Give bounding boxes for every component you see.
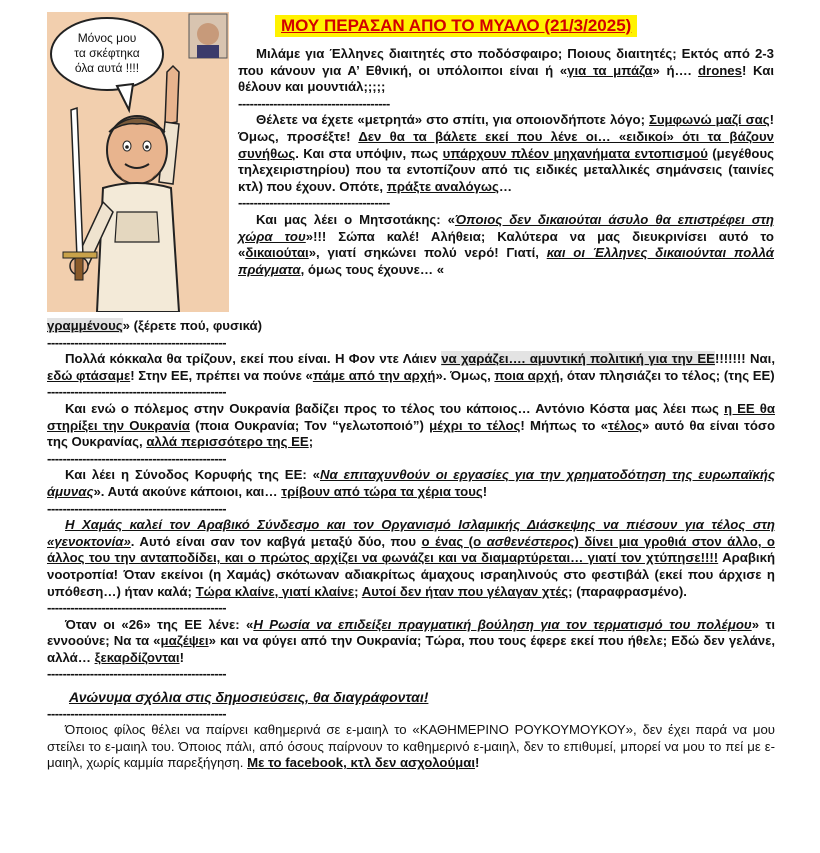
text-underlined: Αυτοί δεν ήταν που γέλαγαν χτές bbox=[361, 583, 569, 599]
paragraph-hamas bbox=[47, 517, 775, 600]
text: ! bbox=[482, 483, 488, 499]
text-underlined: Όποιος δεν δικαιούται άσυλο θα επιστρέφει στη χώρα του bbox=[238, 211, 774, 244]
text-underlined: ξεκαρδίζονται bbox=[94, 649, 180, 665]
right-column bbox=[238, 46, 774, 278]
text: … bbox=[498, 178, 513, 194]
paragraph-russia bbox=[47, 617, 775, 667]
text-underlined: ο ένας (ο bbox=[421, 533, 487, 549]
text-underlined: τέλος bbox=[608, 417, 642, 433]
anonymous-comments-notice: Ανώνυμα σχόλια στις δημοσιεύσεις, θα διαγράφονται! bbox=[69, 689, 429, 706]
text-underlined: για τα μπάζα bbox=[567, 62, 653, 78]
text-underlined: ασθενέστερος bbox=[486, 533, 575, 549]
separator: ---------------------------------------------- bbox=[47, 334, 227, 350]
text-underlined: η ΕΕ θα στηρίξει την Ουκρανία bbox=[47, 400, 775, 433]
separator: ---------------------------------------------- bbox=[47, 600, 227, 616]
text: ! bbox=[179, 649, 184, 665]
text: ; bbox=[354, 583, 362, 599]
text: Και μας λέει ο Μητσοτάκης: « bbox=[256, 211, 455, 227]
text: !!!!!!! Ναι, bbox=[714, 351, 775, 367]
text: ! Όμως, προσέξτε! bbox=[238, 112, 774, 144]
text-underlined: μέχρι το τέλος bbox=[429, 417, 521, 433]
text-underlined: Να επιταχυνθούν οι εργασίες για την χρηματοδότηση της ευρωπαϊκής άμυνας bbox=[47, 467, 775, 499]
cartoon-illustration bbox=[47, 12, 229, 312]
text-underlined: γραμμένους bbox=[47, 318, 123, 333]
text: ! Μήπως το « bbox=[520, 417, 609, 433]
text-underlined: να χαράζει…. αμυντική πολιτική για την ΕΕ bbox=[441, 351, 715, 367]
paragraph-von-der-leyen bbox=[47, 351, 775, 384]
text-underlined: Η Χαμάς καλεί τον Αραβικό Σύνδεσμο και τον Οργανισμό Ισλαμικής Διάσκεψης να πιέσουν για τέλος στη «γενοκτονία» bbox=[47, 517, 775, 549]
speech-line-3: όλα αυτά !!!! bbox=[74, 61, 140, 75]
text-underlined: Δεν θα τα βάλετε εκεί που λένε οι… «ειδικοί» ότι τα βάζουν συνήθως bbox=[238, 128, 774, 161]
text: Πολλά κόκκαλα θα τρίζουν, εκεί που είναι. Η Φον ντε Λάιεν bbox=[65, 351, 442, 367]
separator: ---------------------------------------------- bbox=[47, 666, 227, 682]
text: ! bbox=[475, 755, 480, 771]
text-underlined: εδώ φτάσαμε bbox=[47, 367, 131, 383]
text: ; bbox=[308, 434, 314, 450]
text: ; (παραφρασμένο). bbox=[568, 583, 687, 599]
text-underlined: μαζέψει bbox=[160, 633, 209, 649]
text: » αυτό θα είναι τόσο της Ουκρανίας, bbox=[47, 417, 776, 450]
text-underlined: ποια αρχή bbox=[494, 367, 560, 383]
text: », γιατί σηκώνει πολύ νερό! Γιατί, bbox=[308, 245, 547, 261]
text: Αραβική νοοτροπία! Όταν εκείνοι (η Χαμάς) σκότωναν αδιακρίτως άμαχους ισραηλινούς στο φεστιβάλ (εκεί που άρχισε η υπόθεση…) ήταν καλά; bbox=[47, 550, 775, 599]
text-underlined: τρίβουν από τώρα τα χέρια τους bbox=[281, 483, 483, 499]
text: ». Αυτά ακούνε κάποιοι, και… bbox=[93, 483, 282, 499]
text-underlined: υπάρχουν πλέον μηχανήματα εντοπισμού bbox=[442, 145, 708, 161]
separator: ---------------------------------------------- bbox=[47, 705, 227, 721]
text-underlined: Τώρα κλαίνε, γιατί κλαίνε bbox=[195, 583, 355, 599]
text-underlined: Με το facebook, κτλ δεν ασχολούμαι bbox=[247, 755, 475, 771]
text-underlined: πάμε από την αρχή bbox=[312, 367, 436, 383]
text: » τι εννοούνε; Να τα « bbox=[47, 616, 775, 649]
text: (μεγέθους τηλεχειριστηρίου) που τα εντοπίζουν από τις ειδικές μεταλλικές σημάνσεις (ταινίες κτλ) που έχουν. Οπότε, bbox=[238, 145, 774, 194]
text: Μιλάμε για Έλληνες διαιτητές στο ποδόσφαιρο; Ποιους διαιτητές; Εκτός από 2-3 που κάνουν για Α’ Εθνική, οι υπόλοιποι είναι ή « bbox=[238, 46, 774, 78]
page-title: ΜΟΥ ΠΕΡΑΣΑΝ ΑΠΟ ΤΟ ΜΥΑΛΟ (21/3/2025) bbox=[275, 15, 637, 37]
text-underlined: δικαιούται bbox=[245, 245, 309, 261]
separator: ---------------------------------------------- bbox=[47, 450, 227, 466]
text: » (ξέρετε πού, φυσικά) bbox=[122, 318, 263, 333]
paragraph-asylum-end bbox=[47, 318, 775, 335]
text: ». Όμως, bbox=[435, 367, 495, 383]
paragraph-eu-summit bbox=[47, 467, 775, 500]
text: ! Στην ΕΕ, πρέπει να πούνε « bbox=[130, 367, 313, 383]
text: Και λέει η Σύνοδος Κορυφής της ΕΕ: « bbox=[65, 467, 320, 483]
separator: ---------------------------------------------- bbox=[47, 500, 227, 516]
text: Θέλετε να έχετε «μετρητά» στο σπίτι, για οποιονδήποτε λόγο; bbox=[256, 112, 649, 128]
separator: ---------------------------------------------- bbox=[47, 384, 227, 400]
text: , όταν πλησιάζει το τέλος; (της ΕΕ) bbox=[559, 367, 775, 383]
separator: --------------------------------------- bbox=[238, 195, 390, 211]
text: » ή…. bbox=[652, 62, 698, 78]
text-underlined: πράξτε αναλόγως bbox=[386, 178, 499, 194]
text: Και ενώ ο πόλεμος στην Ουκρανία βαδίζει προς το τέλος του κάποιος… Αντόνιο Κόστα μας λέει πως bbox=[65, 400, 724, 416]
text: . Και στα υπόψιν, πως bbox=[295, 145, 443, 161]
text: »!!! Σώπα καλέ! Αλήθεια; Καλύτερα να μας διευκρινίσει αυτό το « bbox=[238, 228, 774, 261]
text: (ποια Ουκρανία; Τον “γελωτοποιό”) bbox=[189, 417, 430, 433]
text: , όμως τους έχουνε… « bbox=[300, 261, 445, 277]
paragraph-subscription bbox=[47, 722, 775, 772]
text: » και να φύγει από την Ουκρανία; Τώρα, που τους έφερε εκεί που ήθελε; Εδώ δεν γελάνε, αλλά… bbox=[47, 633, 775, 665]
text: . Αυτό είναι σαν τον καβγά μεταξύ δύο, που bbox=[130, 533, 422, 549]
main-content bbox=[47, 318, 775, 772]
text: ! Και θέλουν και μουντιάλ;;;;; bbox=[238, 62, 774, 95]
text-underlined: και οι Έλληνες δικαιούνται πολλά πράγματα bbox=[238, 245, 774, 277]
text-underlined: Συμφωνώ μαζί σας bbox=[648, 112, 770, 128]
text-underlined: Η Ρωσία να επιδείξει πραγματική βούληση για τον τερματισμό του πολέμου bbox=[253, 616, 752, 632]
text-underlined: drones bbox=[698, 62, 742, 78]
speech-line-2: τα σκέφτηκα bbox=[74, 46, 140, 60]
speech-line-1: Μόνος μου bbox=[77, 31, 137, 45]
text-underlined: αλλά περισσότερο της ΕΕ bbox=[146, 434, 309, 450]
text: Όταν οι «26» της ΕΕ λένε: « bbox=[65, 616, 254, 632]
paragraph-asylum bbox=[238, 212, 774, 278]
paragraph-ukraine bbox=[47, 401, 775, 451]
paragraph-referees bbox=[238, 46, 774, 96]
separator: --------------------------------------- bbox=[238, 95, 390, 111]
paragraph-cash bbox=[238, 112, 774, 195]
cartoon-figure-drawing bbox=[47, 12, 229, 312]
text-underlined: ) δίνει μια γροθιά στον άλλο, ο άλλος του την ανταποδίδει, και ο πρώτος αρχίζει να φωνάζει και να διαμαρτύρεται… γιατί τον χτύπησε!!!! bbox=[47, 533, 775, 566]
text: Όποιος φίλος θέλει να παίρνει καθημερινά σε ε-μαιηλ το «ΚΑΘΗΜΕΡΙΝΟ ΡΟΥΚΟΥΜΟΥΚΟΥ», δεν έχει παρά να μου στείλει το ε-μαιηλ του. Όποιος πάλι, από όσους παίρνουν το καθημερινό ε-μαιηλ, δεν το επιθυμεί, μπορεί να μου το πεί με ε-μαιηλ, χωρίς καμμία παρεξήγηση. bbox=[47, 722, 775, 771]
